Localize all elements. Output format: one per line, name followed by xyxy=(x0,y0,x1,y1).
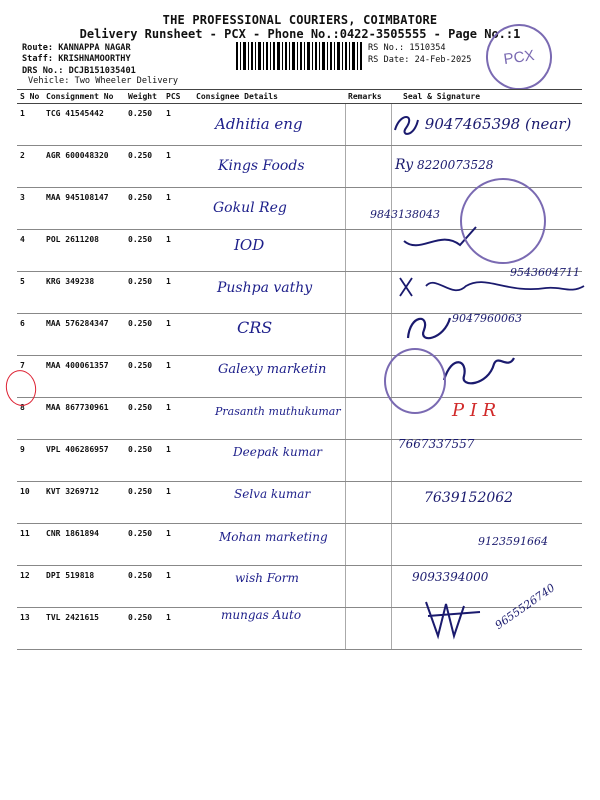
hw-consignee-13: mungas Auto xyxy=(221,608,302,622)
table-header-row xyxy=(17,90,582,104)
cell-consignment: AGR 600048320 xyxy=(43,146,125,188)
hw-consignee-11: Mohan marketing xyxy=(219,530,328,544)
hw-consignee-8: Prasanth muthukumar xyxy=(215,405,341,418)
signature-6-scribble xyxy=(404,310,454,344)
cell-consignment: KRG 349238 xyxy=(43,272,125,314)
hw-consignee-12: wish Form xyxy=(235,571,299,585)
signature-10: 7639152062 xyxy=(424,490,514,506)
cell-sno: 6 xyxy=(17,314,43,356)
cell-remarks xyxy=(345,566,391,608)
cell-weight: 0.250 xyxy=(125,566,163,608)
signature-3: 9843138043 xyxy=(370,208,440,221)
cell-pcs: 1 xyxy=(163,566,193,608)
signature-11: 9123591664 xyxy=(478,535,548,548)
runsheet-title: THE PROFESSIONAL COURIERS, COIMBATORE xyxy=(162,13,438,27)
cell-pcs: 1 xyxy=(163,482,193,524)
cell-pcs: 1 xyxy=(163,398,193,440)
cell-weight: 0.250 xyxy=(125,272,163,314)
cell-pcs: 1 xyxy=(163,188,193,230)
cell-remarks xyxy=(345,104,391,146)
cell-weight: 0.250 xyxy=(125,440,163,482)
hw-consignee-7: Galexy marketin xyxy=(218,362,327,377)
hw-consignee-1: Adhitia eng xyxy=(215,115,303,133)
cell-pcs: 1 xyxy=(163,356,193,398)
rs-date: RS Date: 24-Feb-2025 xyxy=(368,55,472,65)
cell-pcs: 1 xyxy=(163,608,193,650)
signature-1-text: 9047465398 (near) xyxy=(424,115,572,133)
hw-consignee-2: Kings Foods xyxy=(218,158,305,174)
marketing-seal-stamp xyxy=(384,348,446,414)
cell-sno: 3 xyxy=(17,188,43,230)
signature-5-scribble xyxy=(396,272,586,304)
cell-sno: 8 xyxy=(17,398,43,440)
signature-9: 7667337557 xyxy=(398,437,475,451)
cell-consignee xyxy=(193,398,345,440)
cell-pcs: 1 xyxy=(163,272,193,314)
cell-consignment: POL 2611208 xyxy=(43,230,125,272)
signature-13: 9655526740 xyxy=(492,581,558,632)
pcx-stamp: PCX xyxy=(482,20,557,95)
cell-remarks xyxy=(345,146,391,188)
cell-weight: 0.250 xyxy=(125,398,163,440)
signature-8: P I R xyxy=(452,400,497,421)
cell-consignment: MAA 576284347 xyxy=(43,314,125,356)
cell-weight: 0.250 xyxy=(125,188,163,230)
col-consignee: Consignee Details xyxy=(193,90,345,104)
cell-remarks xyxy=(345,440,391,482)
cell-pcs: 1 xyxy=(163,524,193,566)
signature-13-scribble xyxy=(420,592,490,642)
col-weight: Weight xyxy=(125,90,163,104)
table-row xyxy=(17,566,582,608)
cell-consignee xyxy=(193,230,345,272)
cell-remarks xyxy=(345,314,391,356)
cell-remarks xyxy=(345,230,391,272)
signature-7-scribble xyxy=(438,350,518,390)
cell-sno: 1 xyxy=(17,104,43,146)
hw-consignee-9: Deepak kumar xyxy=(233,445,323,459)
hw-consignee-5: Pushpa vathy xyxy=(217,280,313,296)
cell-sno: 10 xyxy=(17,482,43,524)
cell-remarks xyxy=(345,398,391,440)
cell-pcs: 1 xyxy=(163,314,193,356)
cell-weight: 0.250 xyxy=(125,230,163,272)
cell-consignment: VPL 406286957 xyxy=(43,440,125,482)
cell-pcs: 1 xyxy=(163,440,193,482)
signature-scribble-icon xyxy=(392,110,420,140)
drs-label: DRS No.: DCJB151035401 xyxy=(22,66,136,76)
cell-sno: 2 xyxy=(17,146,43,188)
hw-consignee-6: CRS xyxy=(237,318,273,337)
cell-pcs: 1 xyxy=(163,104,193,146)
cell-consignment: TCG 41545442 xyxy=(43,104,125,146)
cell-weight: 0.250 xyxy=(125,482,163,524)
signature-12: 9093394000 xyxy=(412,570,489,584)
signature-2-text: 8220073528 xyxy=(417,158,494,172)
col-consignment: Consignment No xyxy=(43,90,125,104)
cell-remarks xyxy=(345,272,391,314)
rs-number: RS No.: 1510354 xyxy=(368,43,446,53)
cell-sno: 5 xyxy=(17,272,43,314)
hw-consignee-10: Selva kumar xyxy=(234,487,311,501)
cell-consignment: CNR 1861894 xyxy=(43,524,125,566)
col-seal: Seal & Signature xyxy=(391,90,582,104)
col-remarks: Remarks xyxy=(345,90,391,104)
hw-consignee-4: IOD xyxy=(234,236,265,254)
cell-consignment: KVT 3269712 xyxy=(43,482,125,524)
cell-pcs: 1 xyxy=(163,230,193,272)
cell-sno: 7 xyxy=(17,356,43,398)
route-label: Route: KANNAPPA NAGAR xyxy=(22,43,131,53)
runsheet-subtitle: Delivery Runsheet - PCX - Phone No.:0422-3505555 - Page No.:1 xyxy=(79,27,521,41)
signature-6: 9047960063 xyxy=(452,312,522,325)
company-seal-stamp xyxy=(460,178,546,264)
cell-consignment: DPI 519818 xyxy=(43,566,125,608)
cell-remarks xyxy=(345,524,391,566)
staff-label: Staff: KRISHNAMOORTHY xyxy=(22,54,131,64)
cell-consignment: TVL 2421615 xyxy=(43,608,125,650)
cell-weight: 0.250 xyxy=(125,146,163,188)
cell-sno: 12 xyxy=(17,566,43,608)
cell-weight: 0.250 xyxy=(125,314,163,356)
cell-consignment: MAA 867730961 xyxy=(43,398,125,440)
cell-pcs: 1 xyxy=(163,146,193,188)
vehicle-label: Vehicle: Two Wheeler Delivery xyxy=(28,76,179,86)
col-sno: S No xyxy=(17,90,43,104)
cell-weight: 0.250 xyxy=(125,104,163,146)
cell-remarks xyxy=(345,482,391,524)
cell-remarks xyxy=(345,608,391,650)
cell-sno: 9 xyxy=(17,440,43,482)
signature-1 xyxy=(392,110,571,140)
signature-2: Ry 8220073528 xyxy=(395,157,494,173)
cell-weight: 0.250 xyxy=(125,356,163,398)
cell-consignment: MAA 945108147 xyxy=(43,188,125,230)
signature-5: 9543604711 xyxy=(510,266,580,279)
col-pcs: PCS xyxy=(163,90,193,104)
cell-weight: 0.250 xyxy=(125,524,163,566)
hw-consignee-3: Gokul Reg xyxy=(213,200,287,216)
cell-sno: 13 xyxy=(17,608,43,650)
cell-consignment: MAA 400061357 xyxy=(43,356,125,398)
cell-sno: 4 xyxy=(17,230,43,272)
cell-sno: 11 xyxy=(17,524,43,566)
cell-weight: 0.250 xyxy=(125,608,163,650)
table-row xyxy=(17,398,582,440)
barcode-image xyxy=(236,42,362,70)
